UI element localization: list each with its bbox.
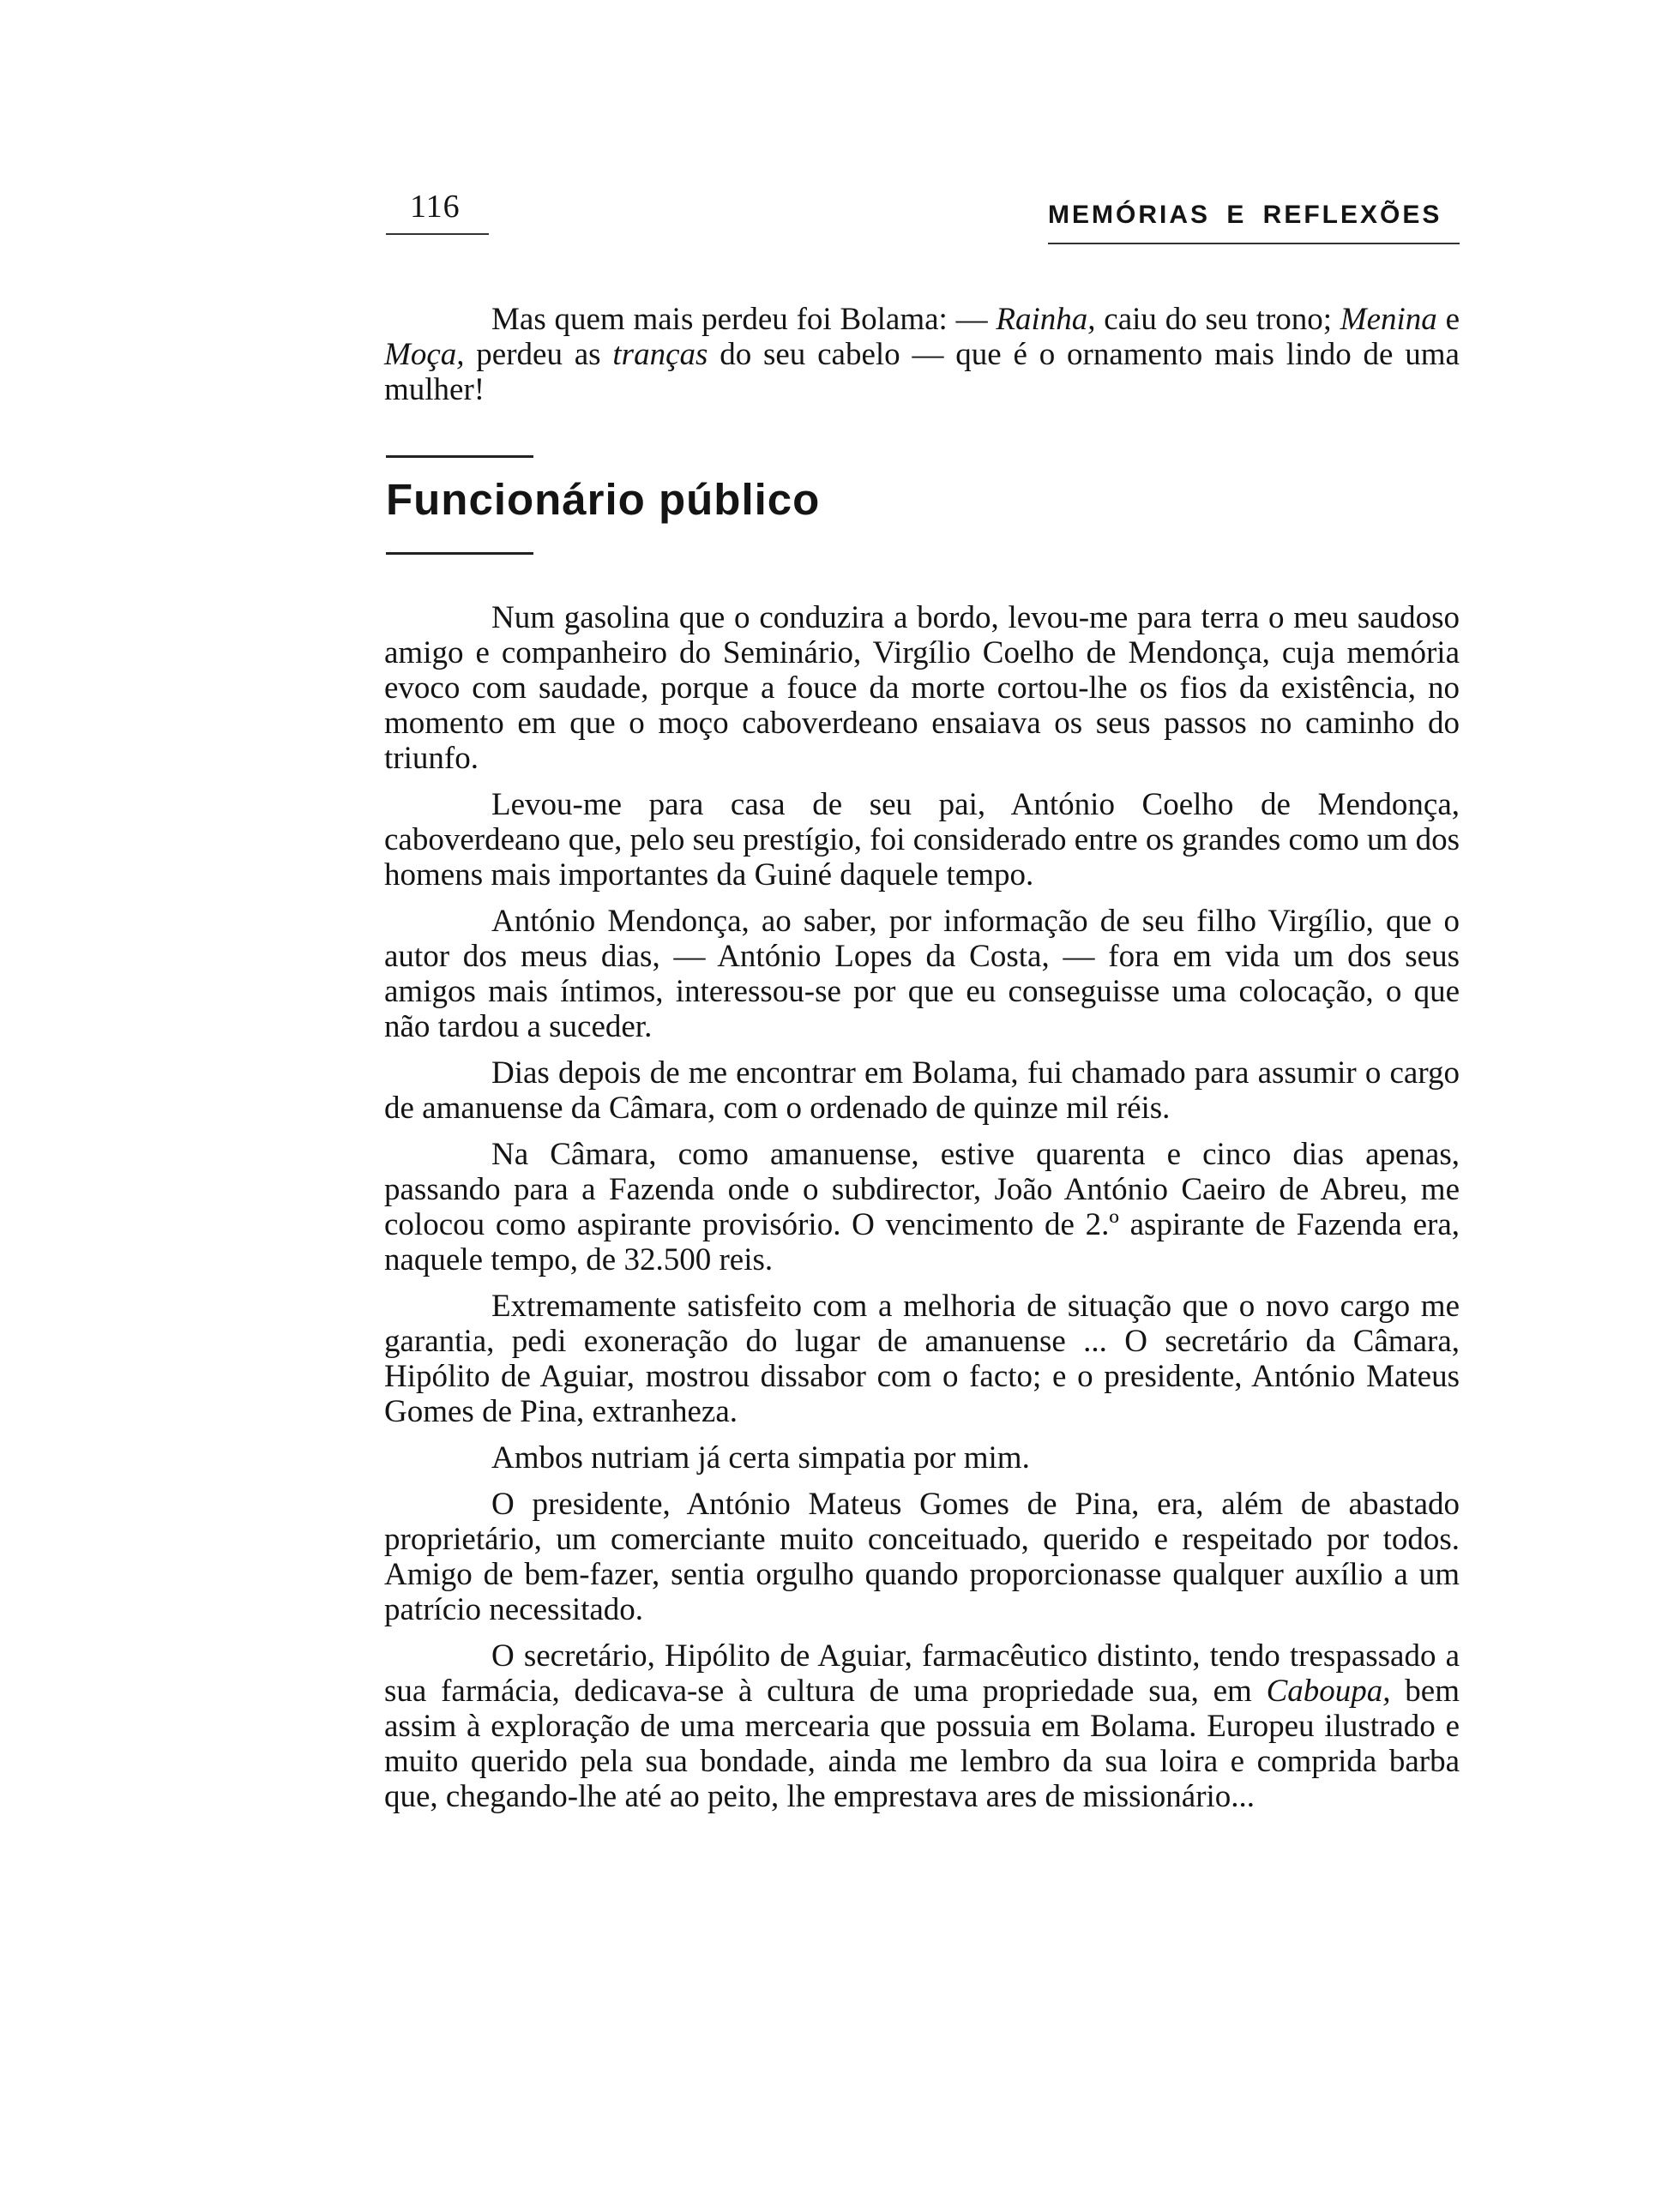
section-title: Funcionário público bbox=[386, 475, 821, 524]
paragraph: Ambos nutriam já certa simpatia por mim. bbox=[491, 1440, 1030, 1476]
paragraph: Levou-me para casa de seu pai, António Coelho de Mendonça, caboverdeano que, pelo seu prestígio, foi considerado entre os grandes como um dos homens mais importantes da Guiné daquele tempo. bbox=[384, 787, 1460, 893]
paragraph: O presidente, António Mateus Gomes de Pina, era, além de abastado proprietário, um comerciante muito conceituado, querido e respeitado por todos. Amigo de bem-fazer, sentia orgulho quando proporcionasse qualquer auxílio a um patrício necessitado. bbox=[384, 1487, 1460, 1627]
intro-text-3: e bbox=[1436, 302, 1460, 337]
paragraph: António Mendonça, ao saber, por informação de seu filho Virgílio, que o autor dos meus dias, — António Lopes da Costa, — fora em vida um dos seus amigos mais íntimos, interessou-se por que eu conseguisse uma colocação, o que não tardou a suceder. bbox=[384, 904, 1460, 1044]
intro-italic-4: tranças bbox=[612, 337, 708, 372]
intro-paragraph bbox=[384, 302, 1460, 407]
intro-italic-2: Menina bbox=[1340, 302, 1437, 337]
page-number-underline bbox=[386, 233, 489, 235]
section-rule-bottom bbox=[386, 552, 533, 555]
paragraph: Dias depois de me encontrar em Bolama, fui chamado para assumir o cargo de amanuense da Câmara, com o ordenado de quinze mil réis. bbox=[384, 1055, 1460, 1126]
running-title-underline bbox=[1048, 243, 1460, 244]
intro-block bbox=[384, 302, 1460, 418]
last-paragraph-text-2: bem assim à exploração de uma mercearia que possuia em Bolama. Europeu ilustrado e muito querido pela sua bondade, ainda me lembro da sua loira e comprida barba que, chegando-lhe até ao peito, lhe emprestava ares de missionário... bbox=[384, 1674, 1460, 1814]
intro-text-5: do seu cabelo — que é o ornamento mais lindo de uma mulher! bbox=[384, 337, 1460, 407]
last-paragraph-italic: Caboupa, bbox=[1266, 1674, 1391, 1709]
section-rule-top bbox=[386, 455, 533, 458]
intro-text-4: perdeu as bbox=[464, 337, 613, 372]
paragraph: Extremamente satisfeito com a melhoria de situação que o novo cargo me garantia, pedi exoneração do lugar de amanuense ... O secretário da Câmara, Hipólito de Aguiar, mostrou dissabor com o facto; e o presidente, António Mateus Gomes de Pina, extranheza. bbox=[384, 1289, 1460, 1429]
intro-italic-1: Rainha, bbox=[996, 302, 1096, 337]
intro-text-2: caiu do seu trono; bbox=[1095, 302, 1340, 337]
paragraph: Na Câmara, como amanuense, estive quarenta e cinco dias apenas, passando para a Fazenda onde o subdirector, João António Caeiro de Abreu, me colocou como aspirante provisório. O vencimento de 2.º aspirante de Fazenda era, naquele tempo, de 32.500 reis. bbox=[384, 1137, 1460, 1277]
last-paragraph-text-1: O secretário, Hipólito de Aguiar, farmacêutico distinto, tendo trespassado a sua farmácia, dedicava-se à cultura de uma propriedade sua, em bbox=[384, 1638, 1460, 1709]
intro-text-1: Mas quem mais perdeu foi Bolama: — bbox=[491, 302, 997, 337]
running-title: MEMÓRIAS E REFLEXÕES bbox=[1048, 201, 1442, 229]
body-text bbox=[384, 600, 1460, 1825]
last-paragraph bbox=[384, 1638, 1460, 1814]
page-number: 116 bbox=[410, 189, 461, 225]
intro-italic-3: Moça, bbox=[384, 337, 465, 372]
paragraph: Num gasolina que o conduzira a bordo, levou-me para terra o meu saudoso amigo e companheiro do Seminário, Virgílio Coelho de Mendonça, cuja memória evoco com saudade, porque a fouce da morte cortou-lhe os fios da existência, no momento em que o moço caboverdeano ensaiava os seus passos no caminho do triunfo. bbox=[384, 600, 1460, 776]
